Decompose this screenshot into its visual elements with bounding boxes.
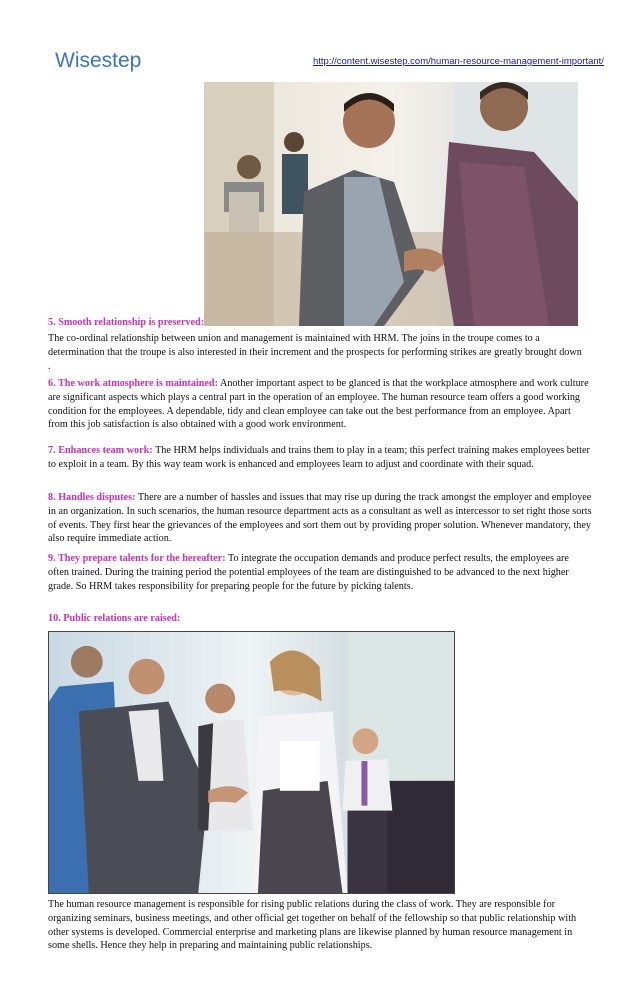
source-url-link[interactable]: http://content.wisestep.com/human-resource-management-important/ <box>313 56 604 67</box>
section-5-body: The co-ordinal relationship between union and management is maintained with HRM. The joins in the troupe comes to a determination that the troupe is also interested in their increment and the prospects for performing strikes are greatly brought down <box>48 333 582 358</box>
handshake-photo-illustration <box>204 82 578 326</box>
section-5-trailing: . <box>48 361 51 372</box>
section-8-heading: 8. Handles disputes: <box>48 492 136 503</box>
section-9-paragraph <box>48 552 592 593</box>
section-5-heading: 5. Smooth relationship is preserved: <box>48 317 205 328</box>
section-7-heading: 7. Enhances team work: <box>48 445 153 456</box>
section-7-paragraph <box>48 444 592 472</box>
business-meeting-photo <box>48 631 455 894</box>
section-6-heading: 6. The work atmosphere is maintained: <box>48 378 218 389</box>
section-6-paragraph <box>48 377 592 432</box>
section-6-body: Another important aspect to be glanced is that the workplace atmosphere and work culture are significant aspects which plays a central part in the operation of an employee. The human resource team offers a good working condition for the employees. A dependable, tidy and clean employee can take out the best performance from an employee. Apart from this job satisfaction is also obtained with a good work environment. <box>48 378 589 431</box>
section-10-body: The human resource management is responsible for rising public relations during the class of work. They are responsible for organizing seminars, business meetings, and other official get together on behalf of the fellowship so that public relationship with other systems is developed. Commercial enterprise and marketing plans are likewise planned by human resource management in some shells. Hence they help in preparing and maintaining public relationships. <box>48 899 577 952</box>
section-9-heading: 9. They prepare talents for the hereafter: <box>48 553 226 564</box>
brand-logo-text: Wisestep <box>55 49 142 72</box>
section-9-body: To integrate the occupation demands and produce perfect results, the employees are often trained. During the training period the potential employees of the team are distinguished to be advanced to the next higher grade. So HRM takes responsibility for preparing people for the future by picking talents. <box>48 553 569 592</box>
section-10-heading: 10. Public relations are raised: <box>48 613 181 624</box>
section-8-paragraph <box>48 491 592 546</box>
business-meeting-photo-illustration <box>49 632 454 893</box>
section-7-body: The HRM helps individuals and trains them to play in a team; this perfect training makes employees better to exploit in a team. By this way team work is enhanced and employees learn to adjust and coordinate with their squad. <box>48 445 590 470</box>
section-8-body: There are a number of hassles and issues that may rise up during the track amongst the employer and employee in an organization. In such scenarios, the human resource department acts as a consultant as well as intercessor to set right those sorts of events. They first hear the grievances of the employees and sort them out by providing proper solution. Whenever mandatory, they also require immediate action. <box>48 492 592 545</box>
handshake-photo <box>204 82 578 326</box>
